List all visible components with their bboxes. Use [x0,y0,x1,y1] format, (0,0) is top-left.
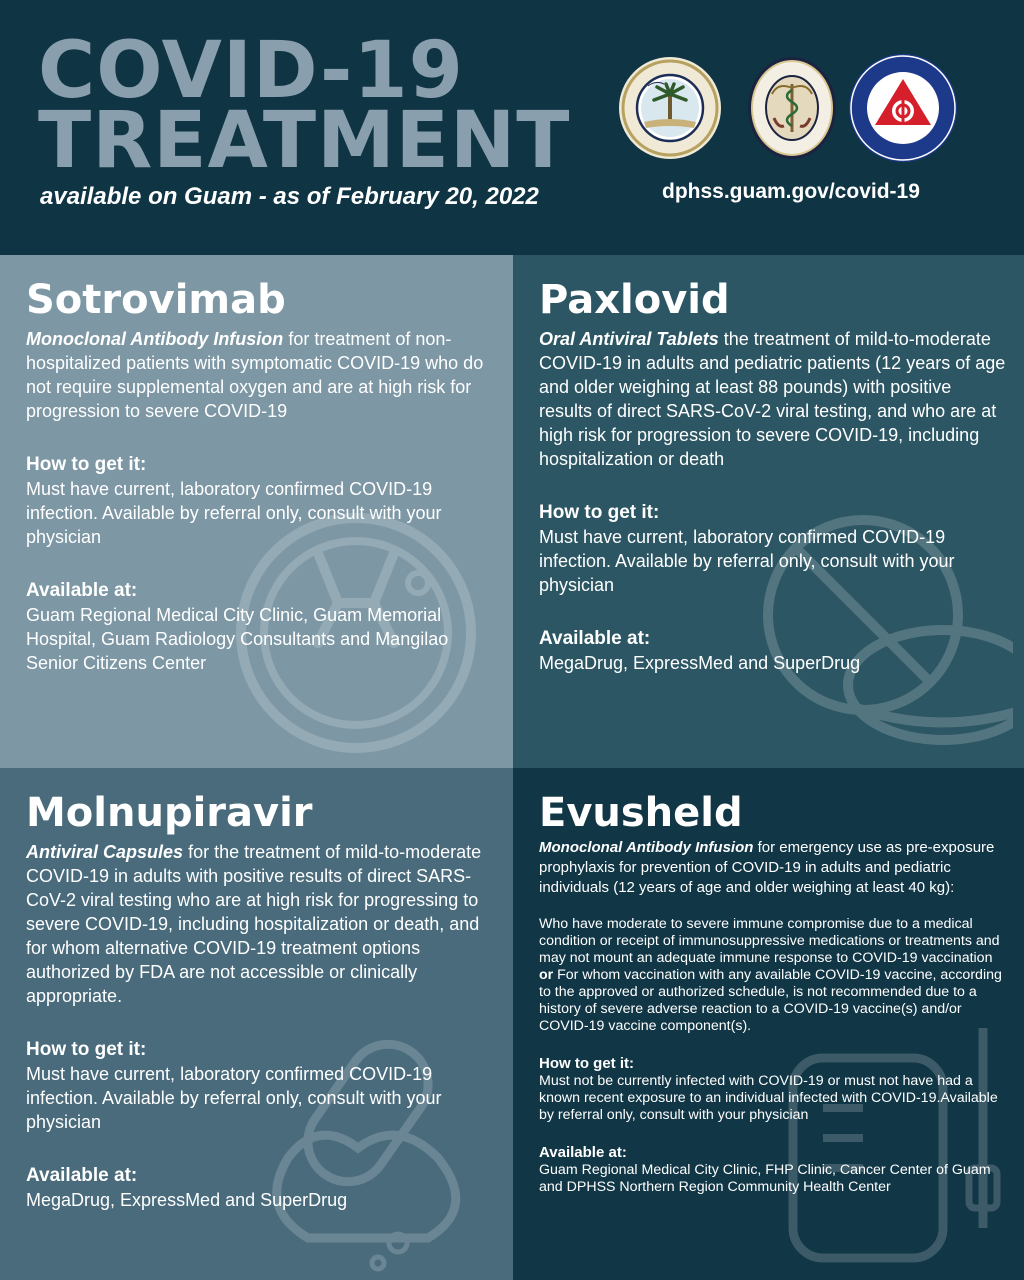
how-heading: How to get it: [26,1039,147,1060]
criteria-part-1: Who have moderate to severe immune compromise due to a medical condition or receipt of immunosuppressive medications or treatments and may not mount an adequate immune response to COVID-19 vaccination [539,916,1000,966]
description-text: for the treatment of mild-to-moderate COVID-19 in adults with positive results of direct SARS-CoV-2 viral testing who are at high risk for progressing to severe COVID-19, including hospitalization or death, and for whom alternative COVID-19 treatment options authorized by FDA are not accessible or clinically appropriate. [26,842,482,1006]
where-heading: Available at: [26,580,138,601]
how-text: Must have current, laboratory confirmed COVID-19 infection. Available by referral only, consult with your physician [26,1064,442,1132]
how-text: Must not be currently infected with COVID-19 or must not have had a known recent exposure to an individual infected with COVID-19.Available by referral only, consult with your physician [539,1073,998,1123]
public-health-seal-logo [746,56,838,160]
where-text: MegaDrug, ExpressMed and SuperDrug [539,653,861,673]
criteria-or: or [539,967,554,983]
title-line-1: COVID-19 [38,26,464,116]
drug-type: Oral Antiviral Tablets [539,329,719,349]
how-heading: How to get it: [26,454,147,475]
where-heading: Available at: [539,1144,627,1161]
governor-seal-logo [618,56,722,160]
civil-defense-seal-logo [848,53,958,163]
subtitle: available on Guam - as of February 20, 2022 [40,183,539,210]
how-heading: How to get it: [539,1055,634,1072]
drug-name: Sotrovimab [26,277,286,323]
description-text: for emergency use as pre-exposure prophylaxis for prevention of COVID-19 in adults and pediatric individuals (12 years of age and older weighing at least 40 kg): [539,839,995,896]
evusheld-content [539,790,1006,1196]
paxlovid-content [539,277,1006,675]
molnupiravir-content [26,790,495,1212]
title-line-2: TREATMENT [38,96,571,186]
how-text: Must have current, laboratory confirmed COVID-19 infection. Available by referral only, consult with your physician [539,527,955,595]
sotrovimab-content [26,277,495,675]
drug-description [26,840,495,1008]
eligibility-criteria [539,916,1006,1035]
where-text: Guam Regional Medical City Clinic, Guam Memorial Hospital, Guam Radiology Consultants and Mangilao Senior Citizens Center [26,605,449,673]
header [0,0,1024,255]
drug-type: Antiviral Capsules [26,842,184,862]
description-text: the treatment of mild-to-moderate COVID-19 in adults and pediatric patients (12 years of age and older weighing at least 88 pounds) with positive results of direct SARS-CoV-2 viral testing, and who are at high risk for progression to severe COVID-19, including hospitalization or death [539,329,1006,469]
where-text: Guam Regional Medical City Clinic, FHP Clinic, Cancer Center of Guam and DPHSS Northern Region Community Health Center [539,1162,991,1195]
where-text: MegaDrug, ExpressMed and SuperDrug [26,1190,348,1210]
how-text: Must have current, laboratory confirmed COVID-19 infection. Available by referral only, consult with your physician [26,479,442,547]
drug-description [539,838,1006,898]
criteria-part-2: For whom vaccination with any available COVID-19 vaccine, according to the approved or authorized schedule, is not recommended due to a history of severe adverse reaction to a COVID-19 vaccine(s) and/or COVID-19 vaccine component(s). [539,967,1002,1034]
drug-type: Monoclonal Antibody Infusion [539,839,754,856]
molnupiravir-panel [0,768,513,1280]
drug-name: Paxlovid [539,277,730,323]
paxlovid-panel [513,255,1024,768]
drug-name: Molnupiravir [26,790,313,836]
where-heading: Available at: [539,628,651,649]
drug-description [26,327,495,423]
sotrovimab-panel [0,255,513,768]
page-title [38,26,571,186]
drug-name: Evusheld [539,790,743,836]
drug-type: Monoclonal Antibody Infusion [26,329,284,349]
how-heading: How to get it: [539,502,660,523]
website-link[interactable]: dphss.guam.gov/covid-19 [662,180,920,203]
where-heading: Available at: [26,1165,138,1186]
drug-description [539,327,1006,471]
description-text: for treatment of non-hospitalized patients with symptomatic COVID-19 who do not require supplemental oxygen and are at high risk for progression to severe COVID-19 [26,329,484,421]
evusheld-panel [513,768,1024,1280]
